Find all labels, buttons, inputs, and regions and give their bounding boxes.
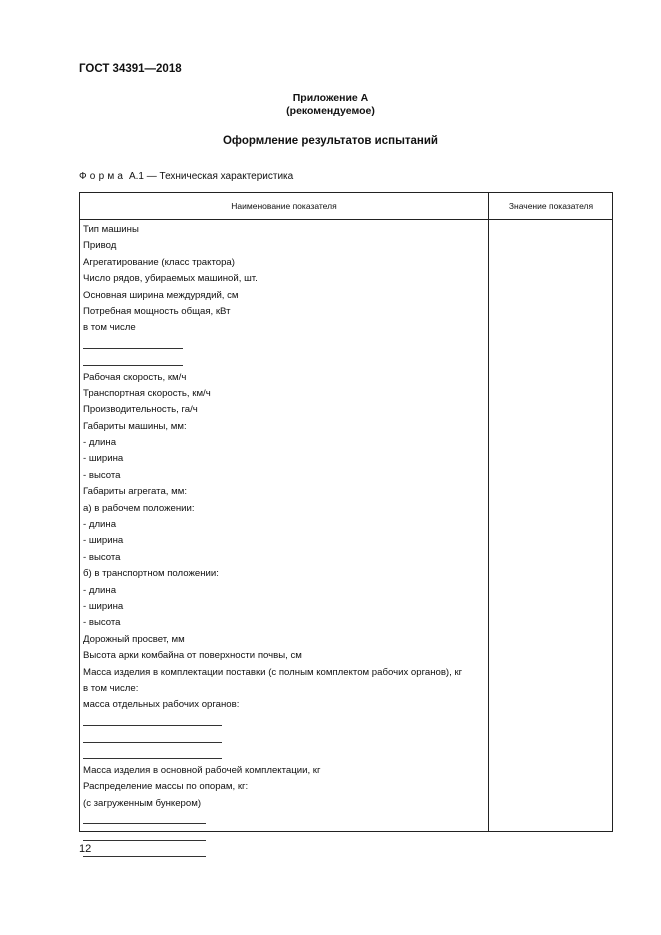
table-row: - высота [83,469,121,481]
underline [83,823,206,824]
blank-fill-line [83,812,483,828]
underline [83,365,183,366]
underline [83,758,222,759]
table-row: б) в транспортном положении: [83,568,219,580]
table-row: Основная ширина междурядий, см [83,289,239,301]
table-row: Габариты агрегата, мм: [83,486,187,498]
underline [83,840,206,841]
page-number: 12 [79,843,92,855]
table-row: - длина [83,584,117,596]
underline [83,725,222,726]
blank-fill-line [83,828,483,844]
appendix-block [0,92,661,118]
table-row: Потребная мощность общая, кВт [83,305,231,317]
table-row: (с загруженным бункером) [83,797,202,809]
form-ref: А.1 [128,171,144,182]
standard-designation: ГОСТ 34391—2018 [79,63,182,75]
header-divider [80,219,612,220]
underline [83,742,222,743]
column-header-indicator: Наименование показателя [231,201,337,211]
blank-fill-line [83,337,483,353]
table-row: а) в рабочем положении: [83,502,195,514]
table-row: Транспортная скорость, км/ч [83,387,211,399]
underline [83,856,206,857]
table-row: Масса изделия в комплектации поставки (с полным комплектом рабочих органов), кг [83,666,463,678]
table-row: Привод [83,240,117,252]
table-row: Тип машины [83,224,139,235]
table-row: - ширина [83,535,124,547]
table-row: Распределение массы по опорам, кг: [83,781,249,793]
table-row: - длина [83,519,117,531]
blank-fill-line [83,845,483,861]
table-rows [83,222,483,861]
underline [83,348,183,349]
table-row: Рабочая скорость, км/ч [83,371,187,383]
table-row: Производительность, га/ч [83,404,198,416]
section-heading: Оформление результатов испытаний [222,135,439,147]
form-label: Форма [79,171,127,182]
blank-fill-line [83,714,483,730]
column-header-value: Значение показателя [508,201,594,211]
table-row: Агрегатирование (класс трактора) [83,256,235,268]
column-divider [488,193,489,831]
table-row: - высота [83,551,121,563]
form-title: — Техническая характеристика [143,171,294,182]
table-row: Масса изделия в основной рабочей комплектации, кг [83,764,321,776]
table-row: в том числе [83,322,136,334]
blank-fill-line [83,353,483,369]
appendix-title: Приложение А [292,92,369,104]
appendix-status: (рекомендуемое) [286,105,375,117]
table-row: - длина [83,437,117,449]
table-row: - высота [83,617,121,629]
table-row: масса отдельных рабочих органов: [83,699,240,711]
table-row: - ширина [83,600,124,612]
blank-fill-line [83,747,483,763]
characteristics-table [79,192,613,832]
form-caption [79,171,293,182]
table-row: Высота арки комбайна от поверхности почвы, см [83,650,302,662]
blank-fill-line [83,730,483,746]
table-row: Число рядов, убираемых машиной, шт. [83,273,258,285]
table-row: Габариты машины, мм: [83,420,187,432]
table-row: Дорожный просвет, мм [83,633,185,645]
table-row: в том числе: [83,682,139,694]
table-row: - ширина [83,453,124,465]
